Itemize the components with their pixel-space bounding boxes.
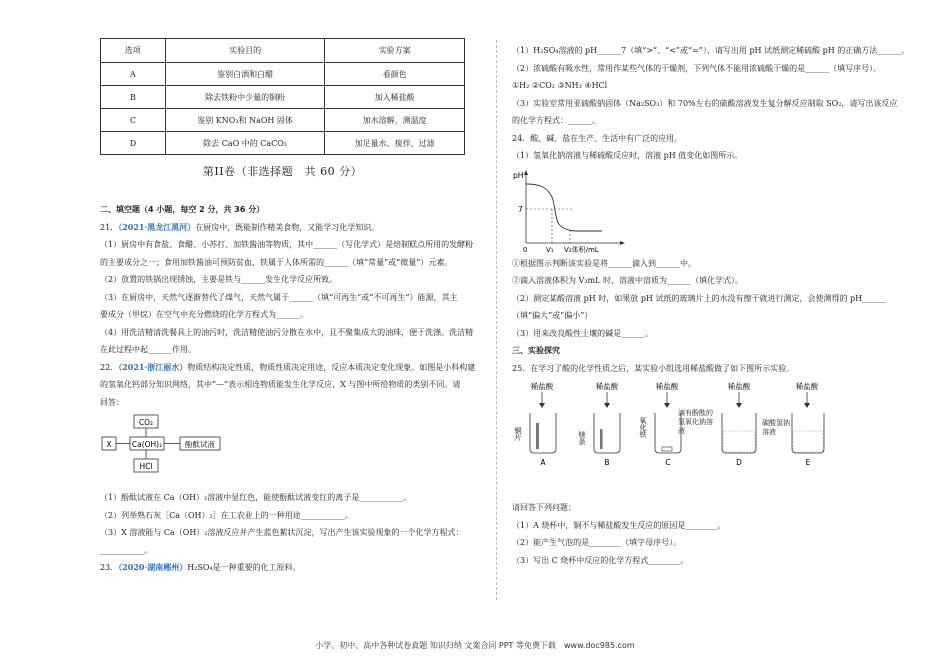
q21-line: （1）厨房中有食盐、食醋、小苏打、加铁酱油等物质，其中______（写化学式）是焙制糕点所用的发酵粉 xyxy=(100,240,474,249)
q24-line: （填“偏大”或“偏小”） xyxy=(512,311,593,320)
q22-source: （2021·浙江丽水） xyxy=(118,361,188,372)
dropper-arrow-head xyxy=(664,403,670,408)
q23-source: （2020·湖南郴州） xyxy=(118,562,188,572)
q22-sub: （1）酚酞试液在 Ca（OH）₂溶液中显红色，能使酚酞试液变红的离子是___________。 xyxy=(100,493,412,502)
q23-line: 的化学方程式：______。 xyxy=(512,116,600,125)
q25-sub: （1）A 烧杯中，铜不与稀盐酸发生反应的原因是________。 xyxy=(512,520,726,530)
column-divider xyxy=(496,40,497,600)
beaker-d-side-label: 滴有酚酞的氢氧化钠溶液 xyxy=(678,409,713,435)
beaker-e-letter: E xyxy=(805,458,811,467)
table-header: 选项 xyxy=(101,39,166,63)
q24-line: ②滴入溶液体积为 V₂mL 时，溶液中溶质为______（填化学式）。 xyxy=(512,276,743,285)
options-table xyxy=(100,38,465,155)
ph-curve xyxy=(526,184,602,231)
table-cell: 除去 CaO 中的 CaCO₃ xyxy=(165,132,325,155)
q25-sub: （2）能产生气泡的是________（填字母序号）。 xyxy=(512,538,682,547)
table-cell: B xyxy=(101,86,166,109)
table-cell: 看颜色 xyxy=(325,63,465,86)
beaker-b-side-label: 镁条 xyxy=(578,431,586,445)
beaker-d-side-label-wrap xyxy=(678,409,722,453)
beaker-d xyxy=(722,413,756,453)
acid-label-c: 稀盐酸 xyxy=(655,382,679,391)
q23-line: （3）实验室常用亚硫酸钠固体（Na₂SO₃）和 70%左右的硫酸溶液发生复分解反应制取 SO₂，请写出该反应 xyxy=(512,98,898,108)
beaker-e xyxy=(792,413,824,453)
q25-intro xyxy=(512,360,912,378)
q24-number: 24． xyxy=(512,133,531,143)
table-cell: D xyxy=(101,132,166,155)
table-header-row xyxy=(101,39,465,63)
q25-sub: （3）写出 C 烧杯中反应的化学方程式________。 xyxy=(512,555,689,565)
iron-oxide-solid xyxy=(662,447,672,451)
q25-intro-text: 在学习了酸的化学性质之后，某实验小组选用稀盐酸做了如下图所示实验。 xyxy=(530,363,795,373)
beaker-c-side-label: 氧化铁 xyxy=(639,417,647,438)
acid-label-b: 稀盐酸 xyxy=(595,382,619,391)
q22-line: 的氢氧化钙部分知识网络，其中“—”表示相连物质能发生化学反应，X 与图中所给物质的类别不同。请 xyxy=(100,380,461,389)
x-axis-label: V₂体积/mL xyxy=(564,245,599,253)
beaker-e-side-label-wrap xyxy=(762,419,792,449)
q23-number: 23． xyxy=(100,563,119,572)
beaker-a-letter: A xyxy=(540,458,546,467)
q23-line: ①H₂ ②CO₂ ③NH₃ ④HCl xyxy=(512,81,608,90)
x-label: X xyxy=(106,440,112,449)
q24-intro-text: 酸、碱、盐在生产、生活中有广泛的应用。 xyxy=(530,133,683,143)
table-cell: 加入稀盐酸 xyxy=(325,86,465,109)
q22-number: 22． xyxy=(100,362,119,372)
q24-line: （2）测定某酸溶液 pH 时，如果放 pH 试纸的玻璃片上的水没有擦干就进行测定，会使测得的 pH______ xyxy=(512,293,887,303)
table-cell: 加水溶解，测温度 xyxy=(325,109,465,132)
dropper-arrow-head xyxy=(736,403,742,408)
v1-tick-label: V₁ xyxy=(546,245,554,253)
q23-intro xyxy=(100,559,465,577)
naoh-solution-liquid xyxy=(723,431,755,452)
dropper-arrow-head xyxy=(604,403,610,408)
table-row xyxy=(101,63,465,86)
q21-intro xyxy=(100,219,465,237)
nahco3-solution-liquid xyxy=(793,431,823,452)
beaker-b-letter: B xyxy=(604,458,610,467)
beaker-e-side-label: 碳酸氢钠溶液 xyxy=(762,419,790,436)
y-axis-label: pH xyxy=(513,170,524,180)
beaker-c-letter: C xyxy=(665,458,671,467)
copper-strip xyxy=(536,423,539,449)
section3-title: 三、实验探究 xyxy=(512,346,560,355)
table-cell: C xyxy=(101,109,166,132)
q23-intro-text: H₂SO₄是一种重要的化工原料。 xyxy=(187,563,301,572)
page-footer: 小学、初中、高中各种试卷真题 知识归纳 文案合同 PPT 等免费下载 www.doc985.com xyxy=(315,641,635,650)
dropper-arrow-head xyxy=(804,403,810,408)
q24-intro xyxy=(512,130,912,148)
magnesium-strip xyxy=(600,429,603,449)
q23-line: （1）H₂SO₄溶液的 pH______7（填“>”、“<”或“=”），请写出用 pH 试纸测定稀硫酸 pH 的正确方法______。 xyxy=(512,46,910,55)
q24-line: （3）用来改良酸性土壤的碱是______。 xyxy=(512,328,654,338)
q22-intro xyxy=(100,359,476,377)
acid-label-d: 稀盐酸 xyxy=(727,382,751,391)
ph-curve-chart xyxy=(512,167,632,253)
q22-sub: （3）X 溶液能与 Ca（OH）₂溶液反应并产生蓝色絮状沉淀，写出产生该实验现象的一个化学方程式： xyxy=(100,528,464,537)
q21-intro-text: 在厨房中，既能制作精美食物，又能学习化学知识。 xyxy=(195,222,380,232)
q25-beakers-figure xyxy=(512,379,832,469)
q21-line: 要成分（甲烷）在空气中充分燃烧的化学方程式为______。 xyxy=(100,310,308,319)
caoh2-network-diagram xyxy=(100,413,340,483)
q21-source: （2021·黑龙江黑河） xyxy=(118,221,196,232)
q25-ask: 请回答下列问题： xyxy=(512,503,576,512)
beaker-a xyxy=(530,413,556,453)
left-column xyxy=(100,38,476,577)
table-cell: 鉴别白酒和白醋 xyxy=(165,63,325,86)
y-axis-arrow xyxy=(524,170,528,175)
q22-sub: ___________。 xyxy=(100,545,152,555)
part2-title: 第II卷（非选择题 共 60 分） xyxy=(202,165,363,178)
q22-line1: 物质结构决定性质，物质性质决定用途，反应本质决定变化现象。如图是小科构建 xyxy=(187,362,476,372)
acid-label-a: 稀盐酸 xyxy=(530,382,554,391)
hcl-label: HCl xyxy=(139,462,153,471)
beaker-a-side-label: 铜片 xyxy=(514,427,522,441)
q22-sub: （2）列举熟石灰［Ca（OH）₂］在工农业上的一种用途___________。 xyxy=(100,510,353,520)
table-row xyxy=(101,86,465,109)
co2-label: CO₂ xyxy=(138,418,154,427)
table-cell: 除去铁粉中少量的铜粉 xyxy=(165,86,325,109)
table-row xyxy=(101,109,465,132)
q22-line: 回答： xyxy=(100,397,124,407)
q24-line: ①根据图示判断该实验是将______滴入到______中。 xyxy=(512,258,696,268)
q21-line: （3）在厨房中，天然气逐渐替代了煤气，天然气属于______（填“可再生”或“不可再生”）能源，其主 xyxy=(100,292,458,302)
origin-label: 0 xyxy=(523,245,528,253)
x-axis-arrow xyxy=(620,241,625,245)
beaker-d-letter: D xyxy=(736,458,742,467)
table-cell: 加足量水、搅拌、过滤 xyxy=(325,132,465,155)
q21-line: （2）放置的铁锅出现锈蚀，主要是铁与______发生化学反应所致。 xyxy=(100,275,338,284)
table-row xyxy=(101,132,465,155)
dropper-arrow-head xyxy=(539,403,545,408)
q25-number: 25． xyxy=(512,363,531,373)
q21-line: （4）用洗洁精清洗餐具上的油污时，洗洁精使油污分散在水中，且不聚集成大的油珠，便于洗涤。洗洁精 xyxy=(100,327,474,337)
q21-line: 在此过程中起______作用。 xyxy=(100,345,196,354)
q24-line: （1）氢氧化钠溶液与稀硫酸反应时，溶液 pH 值变化如图所示。 xyxy=(512,151,743,160)
q21-line: 的主要成分之一；食用加铁酱油可预防贫血，铁属于人体所需的______（填“常量”或“微量”）元素。 xyxy=(100,257,453,267)
phenolphthalein-label: 酚酞试液 xyxy=(185,440,215,449)
table-header: 实验方案 xyxy=(325,39,465,63)
table-cell: 鉴别 KNO₃和 NaOH 固体 xyxy=(165,109,325,132)
table-header: 实验目的 xyxy=(165,39,325,63)
caoh2-label: Ca(OH)₂ xyxy=(131,440,163,449)
table-cell: A xyxy=(101,63,166,86)
fill-section-title: 二、填空题（4 小题，每空 2 分，共 36 分） xyxy=(100,205,265,214)
acid-label-e: 稀盐酸 xyxy=(795,382,819,391)
q21-number: 21． xyxy=(100,222,119,232)
ph7-tick-label: 7 xyxy=(518,204,523,214)
beaker-b xyxy=(594,413,620,453)
right-column xyxy=(512,42,912,569)
q23-line: （2）浓硫酸有吸水性，常用作某些气体的干燥剂，下列气体不能用浓硫酸干燥的是______（填写序号）。 xyxy=(512,63,882,73)
